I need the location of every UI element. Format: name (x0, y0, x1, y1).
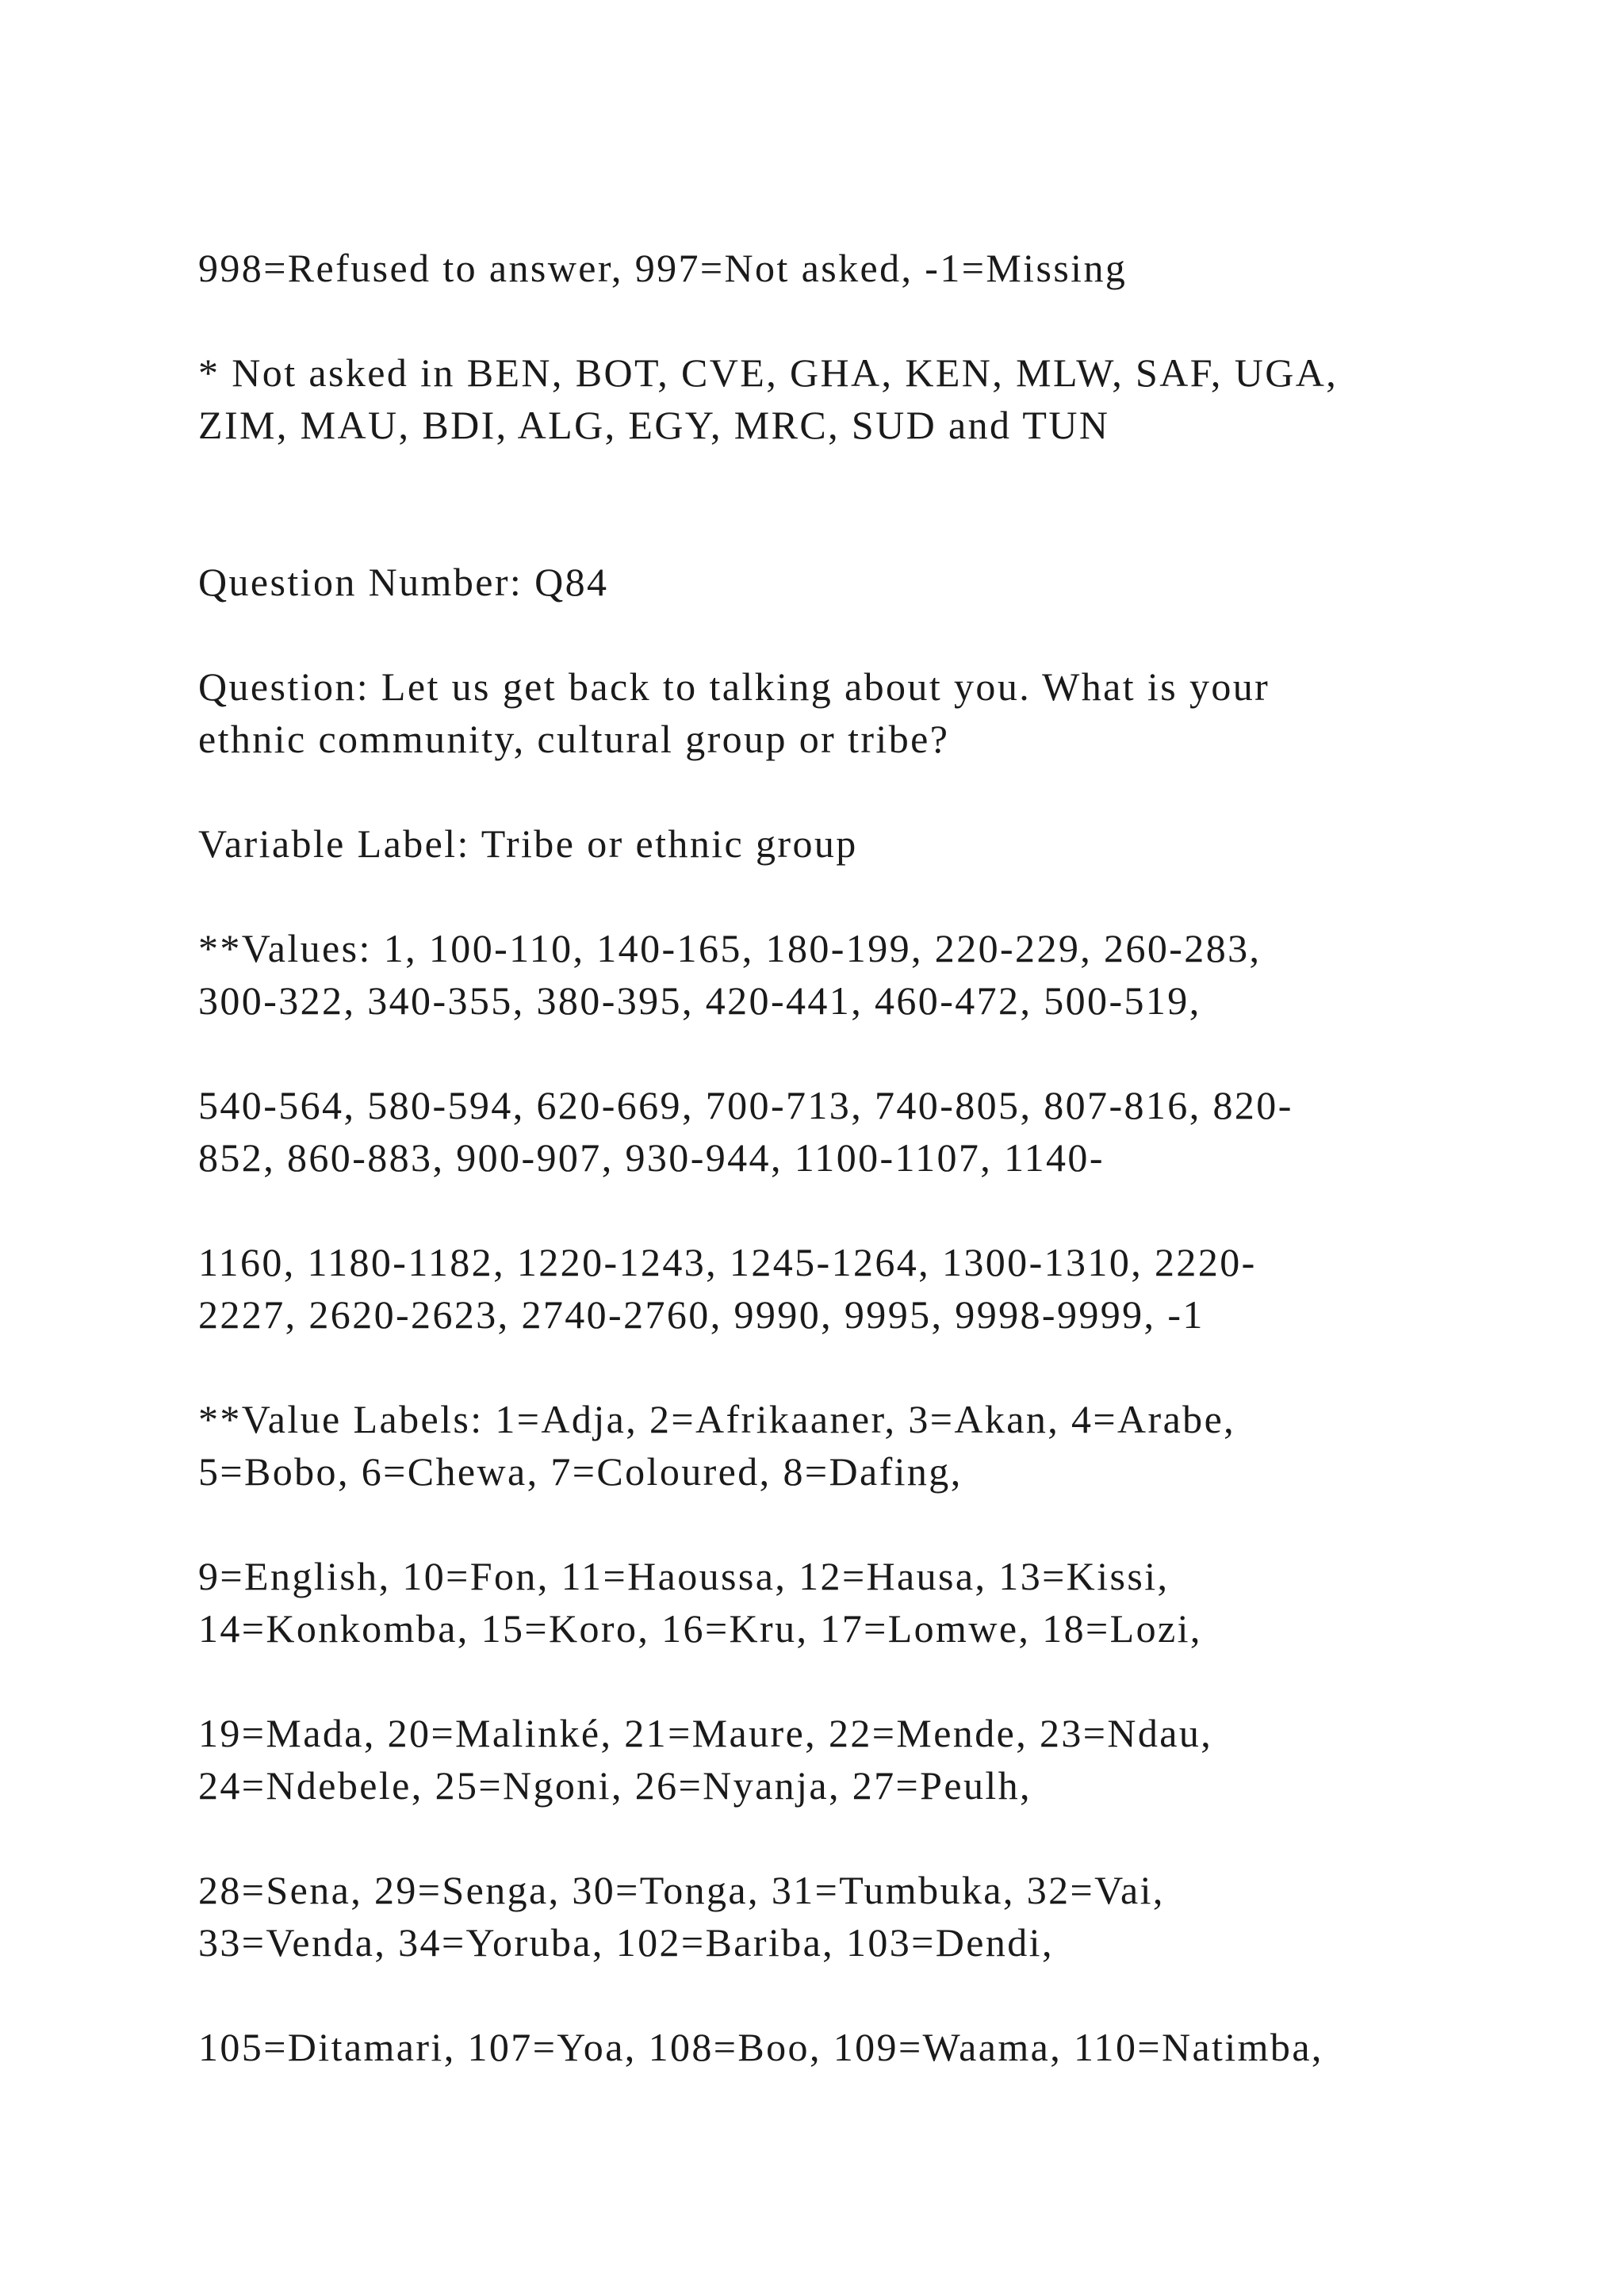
value-labels-paragraph-3 (198, 1707, 1546, 1812)
text-line: 33=Venda, 34=Yoruba, 102=Bariba, 103=Dendi, (198, 1920, 1054, 1965)
text-line: 28=Sena, 29=Senga, 30=Tonga, 31=Tumbuka, 32=Vai, (198, 1868, 1165, 1912)
text-line: Question: Let us get back to talking about you. What is your (198, 664, 1270, 709)
variable-label (198, 817, 1546, 870)
text-line: Question Number: Q84 (198, 560, 609, 604)
text-line: 300-322, 340-355, 380-395, 420-441, 460-472, 500-519, (198, 978, 1201, 1023)
question-text (198, 660, 1546, 765)
values-paragraph-2 (198, 1079, 1546, 1184)
text-line: **Values: 1, 100-110, 140-165, 180-199, 220-229, 260-283, (198, 926, 1262, 970)
text-line: **Value Labels: 1=Adja, 2=Afrikaaner, 3=Akan, 4=Arabe, (198, 1397, 1236, 1441)
values-paragraph-1 (198, 922, 1546, 1027)
text-line: 14=Konkomba, 15=Koro, 16=Kru, 17=Lomwe, 18=Lozi, (198, 1606, 1202, 1651)
not-asked-countries-note (198, 346, 1546, 451)
text-line: 9=English, 10=Fon, 11=Haoussa, 12=Hausa, 13=Kissi, (198, 1554, 1170, 1598)
text-line: ZIM, MAU, BDI, ALG, EGY, MRC, SUD and TUN (198, 403, 1110, 447)
text-line: 540-564, 580-594, 620-669, 700-713, 740-805, 807-816, 820- (198, 1083, 1293, 1127)
value-labels-paragraph-5 (198, 2021, 1546, 2073)
text-line: 2227, 2620-2623, 2740-2760, 9990, 9995, 9998-9999, -1 (198, 1292, 1205, 1337)
text-line: 1160, 1180-1182, 1220-1243, 1245-1264, 1300-1310, 2220- (198, 1240, 1257, 1284)
text-line: * Not asked in BEN, BOT, CVE, GHA, KEN, MLW, SAF, UGA, (198, 350, 1339, 395)
text-line: 105=Ditamari, 107=Yoa, 108=Boo, 109=Waama, 110=Natimba, (198, 2025, 1323, 2069)
value-labels-paragraph-1 (198, 1393, 1546, 1498)
missing-codes-note (198, 242, 1546, 294)
text-line: 24=Ndebele, 25=Ngoni, 26=Nyanja, 27=Peulh, (198, 1763, 1032, 1808)
value-labels-paragraph-4 (198, 1864, 1546, 1969)
question-number (198, 556, 1546, 608)
text-line: 5=Bobo, 6=Chewa, 7=Coloured, 8=Dafing, (198, 1449, 963, 1494)
text-line: 998=Refused to answer, 997=Not asked, -1=Missing (198, 246, 1128, 290)
text-line: ethnic community, cultural group or tribe? (198, 717, 950, 761)
value-labels-paragraph-2 (198, 1550, 1546, 1655)
text-line: 852, 860-883, 900-907, 930-944, 1100-1107, 1140- (198, 1135, 1105, 1180)
text-line: 19=Mada, 20=Malinké, 21=Maure, 22=Mende, 23=Ndau, (198, 1711, 1213, 1755)
text-line: Variable Label: Tribe or ethnic group (198, 821, 858, 866)
values-paragraph-3 (198, 1236, 1546, 1341)
